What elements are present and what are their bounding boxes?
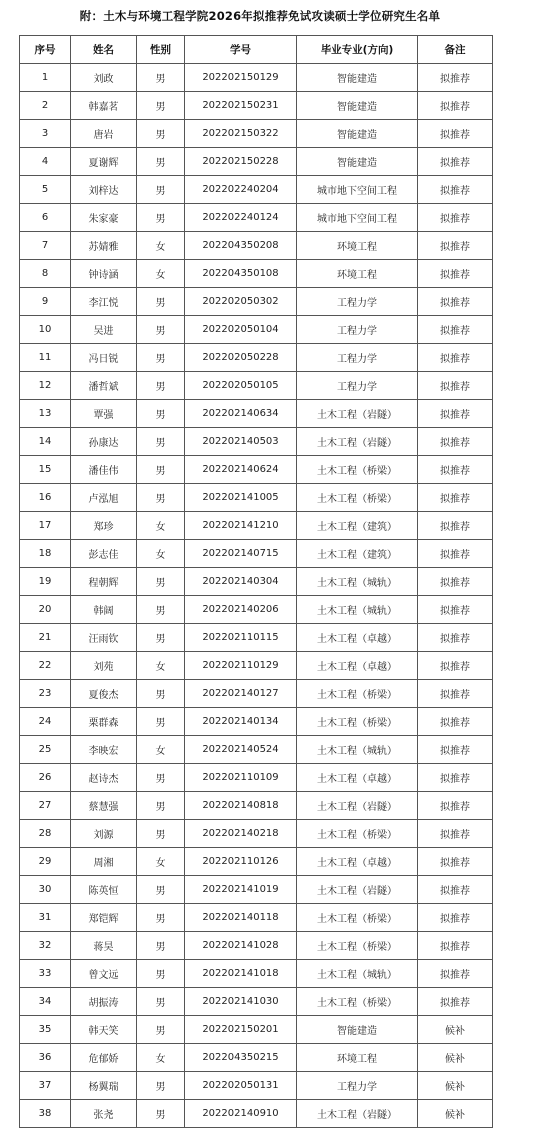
- cell-remark: 拟推荐: [418, 848, 493, 876]
- cell-index: 27: [20, 792, 71, 820]
- cell-student-id: 202202150201: [185, 1016, 297, 1044]
- cell-student-id: 202202140218: [185, 820, 297, 848]
- table-row: [20, 540, 493, 568]
- cell-student-id: 202204350108: [185, 260, 297, 288]
- cell-gender: 男: [137, 932, 185, 960]
- cell-gender: 男: [137, 344, 185, 372]
- cell-gender: 男: [137, 680, 185, 708]
- cell-student-id: 202202050104: [185, 316, 297, 344]
- cell-student-id: 202202050105: [185, 372, 297, 400]
- table-row: [20, 820, 493, 848]
- cell-gender: 女: [137, 512, 185, 540]
- cell-student-id: 202202150228: [185, 148, 297, 176]
- cell-gender: 男: [137, 92, 185, 120]
- cell-index: 25: [20, 736, 71, 764]
- cell-index: 23: [20, 680, 71, 708]
- cell-remark: 候补: [418, 1100, 493, 1128]
- cell-index: 30: [20, 876, 71, 904]
- cell-remark: 拟推荐: [418, 904, 493, 932]
- cell-name: 栗群森: [71, 708, 137, 736]
- cell-gender: 男: [137, 1072, 185, 1100]
- table-row: [20, 932, 493, 960]
- cell-index: 29: [20, 848, 71, 876]
- cell-major: 工程力学: [297, 344, 418, 372]
- cell-name: 潘佳伟: [71, 456, 137, 484]
- header-index: 序号: [20, 36, 71, 64]
- cell-name: 汪雨钦: [71, 624, 137, 652]
- cell-gender: 男: [137, 904, 185, 932]
- cell-index: 35: [20, 1016, 71, 1044]
- cell-name: 赵诗杰: [71, 764, 137, 792]
- cell-index: 36: [20, 1044, 71, 1072]
- cell-student-id: 202202150129: [185, 64, 297, 92]
- table-row: [20, 960, 493, 988]
- cell-major: 工程力学: [297, 372, 418, 400]
- cell-name: 韩嘉茗: [71, 92, 137, 120]
- cell-index: 26: [20, 764, 71, 792]
- cell-name: 覃强: [71, 400, 137, 428]
- cell-major: 智能建造: [297, 92, 418, 120]
- cell-name: 刘源: [71, 820, 137, 848]
- cell-student-id: 202202140206: [185, 596, 297, 624]
- cell-student-id: 202202150322: [185, 120, 297, 148]
- cell-name: 程朝辉: [71, 568, 137, 596]
- cell-index: 10: [20, 316, 71, 344]
- cell-name: 潘哲斌: [71, 372, 137, 400]
- cell-major: 土木工程（岩隧）: [297, 428, 418, 456]
- cell-remark: 拟推荐: [418, 820, 493, 848]
- cell-gender: 男: [137, 148, 185, 176]
- cell-name: 吴进: [71, 316, 137, 344]
- cell-remark: 拟推荐: [418, 456, 493, 484]
- cell-major: 土木工程（建筑）: [297, 512, 418, 540]
- cell-gender: 男: [137, 792, 185, 820]
- cell-remark: 候补: [418, 1016, 493, 1044]
- cell-index: 9: [20, 288, 71, 316]
- cell-name: 周湘: [71, 848, 137, 876]
- cell-name: 韩天笑: [71, 1016, 137, 1044]
- table-row: [20, 904, 493, 932]
- cell-student-id: 202202140624: [185, 456, 297, 484]
- cell-index: 33: [20, 960, 71, 988]
- cell-name: 曾文远: [71, 960, 137, 988]
- cell-remark: 拟推荐: [418, 708, 493, 736]
- table-row: [20, 988, 493, 1016]
- cell-gender: 女: [137, 1044, 185, 1072]
- table-row: [20, 204, 493, 232]
- cell-major: 智能建造: [297, 64, 418, 92]
- cell-student-id: 202202140910: [185, 1100, 297, 1128]
- table-row: [20, 1072, 493, 1100]
- cell-major: 土木工程（卓越）: [297, 652, 418, 680]
- table-row: [20, 400, 493, 428]
- table-row: [20, 512, 493, 540]
- cell-gender: 女: [137, 232, 185, 260]
- table-row: [20, 596, 493, 624]
- cell-remark: 拟推荐: [418, 512, 493, 540]
- table-row: [20, 624, 493, 652]
- cell-index: 11: [20, 344, 71, 372]
- cell-student-id: 202202150231: [185, 92, 297, 120]
- cell-major: 环境工程: [297, 260, 418, 288]
- table-row: [20, 176, 493, 204]
- cell-index: 18: [20, 540, 71, 568]
- cell-major: 智能建造: [297, 148, 418, 176]
- cell-remark: 候补: [418, 1072, 493, 1100]
- cell-name: 韩阔: [71, 596, 137, 624]
- cell-index: 28: [20, 820, 71, 848]
- cell-index: 19: [20, 568, 71, 596]
- cell-gender: 男: [137, 372, 185, 400]
- table-row: [20, 484, 493, 512]
- cell-student-id: 202202140818: [185, 792, 297, 820]
- cell-student-id: 202202140503: [185, 428, 297, 456]
- cell-remark: 拟推荐: [418, 92, 493, 120]
- header-student-id: 学号: [185, 36, 297, 64]
- cell-index: 3: [20, 120, 71, 148]
- table-row: [20, 288, 493, 316]
- cell-remark: 拟推荐: [418, 344, 493, 372]
- cell-remark: 拟推荐: [418, 680, 493, 708]
- document-title: 附：土木与环境工程学院2026年拟推荐免试攻读硕士学位研究生名单: [79, 9, 441, 23]
- table-row: [20, 232, 493, 260]
- cell-student-id: 202202110126: [185, 848, 297, 876]
- cell-name: 夏俊杰: [71, 680, 137, 708]
- table-row: [20, 848, 493, 876]
- cell-name: 钟诗涵: [71, 260, 137, 288]
- cell-gender: 女: [137, 540, 185, 568]
- table-row: [20, 316, 493, 344]
- cell-remark: 拟推荐: [418, 988, 493, 1016]
- cell-gender: 男: [137, 484, 185, 512]
- table-row: [20, 1016, 493, 1044]
- cell-remark: 拟推荐: [418, 764, 493, 792]
- table-row: [20, 708, 493, 736]
- cell-remark: 拟推荐: [418, 176, 493, 204]
- cell-remark: 拟推荐: [418, 652, 493, 680]
- cell-student-id: 202202140634: [185, 400, 297, 428]
- table-row: [20, 120, 493, 148]
- cell-index: 6: [20, 204, 71, 232]
- table-row: [20, 344, 493, 372]
- cell-name: 刘苑: [71, 652, 137, 680]
- table-header-row: [20, 36, 493, 64]
- cell-remark: 拟推荐: [418, 148, 493, 176]
- cell-major: 环境工程: [297, 1044, 418, 1072]
- table-row: [20, 148, 493, 176]
- candidate-table: [19, 35, 493, 1128]
- table-row: [20, 456, 493, 484]
- cell-major: 土木工程（桥梁）: [297, 820, 418, 848]
- cell-name: 彭志佳: [71, 540, 137, 568]
- cell-remark: 候补: [418, 1044, 493, 1072]
- table-row: [20, 372, 493, 400]
- cell-major: 土木工程（桥梁）: [297, 904, 418, 932]
- cell-major: 工程力学: [297, 316, 418, 344]
- cell-major: 土木工程（桥梁）: [297, 484, 418, 512]
- cell-remark: 拟推荐: [418, 540, 493, 568]
- cell-remark: 拟推荐: [418, 932, 493, 960]
- cell-name: 蔡慧强: [71, 792, 137, 820]
- cell-remark: 拟推荐: [418, 876, 493, 904]
- table-row: [20, 1044, 493, 1072]
- cell-gender: 男: [137, 288, 185, 316]
- header-major: 毕业专业(方向): [297, 36, 418, 64]
- header-name: 姓名: [71, 36, 137, 64]
- cell-name: 夏谢辉: [71, 148, 137, 176]
- cell-major: 环境工程: [297, 232, 418, 260]
- cell-gender: 男: [137, 204, 185, 232]
- table-row: [20, 764, 493, 792]
- cell-major: 土木工程（岩隧）: [297, 792, 418, 820]
- cell-gender: 男: [137, 876, 185, 904]
- cell-major: 土木工程（岩隧）: [297, 1100, 418, 1128]
- cell-student-id: 202202140715: [185, 540, 297, 568]
- table-row: [20, 260, 493, 288]
- table-row: [20, 92, 493, 120]
- cell-gender: 女: [137, 848, 185, 876]
- header-remark: 备注: [418, 36, 493, 64]
- cell-index: 24: [20, 708, 71, 736]
- cell-major: 智能建造: [297, 120, 418, 148]
- cell-student-id: 202202141019: [185, 876, 297, 904]
- cell-student-id: 202202110129: [185, 652, 297, 680]
- cell-index: 20: [20, 596, 71, 624]
- cell-student-id: 202202050228: [185, 344, 297, 372]
- cell-index: 17: [20, 512, 71, 540]
- cell-remark: 拟推荐: [418, 792, 493, 820]
- cell-major: 智能建造: [297, 1016, 418, 1044]
- cell-gender: 男: [137, 456, 185, 484]
- cell-gender: 男: [137, 596, 185, 624]
- cell-student-id: 202202141028: [185, 932, 297, 960]
- cell-student-id: 202202140118: [185, 904, 297, 932]
- cell-remark: 拟推荐: [418, 316, 493, 344]
- cell-index: 31: [20, 904, 71, 932]
- cell-gender: 女: [137, 652, 185, 680]
- cell-remark: 拟推荐: [418, 428, 493, 456]
- cell-index: 22: [20, 652, 71, 680]
- cell-name: 陈英恒: [71, 876, 137, 904]
- cell-index: 8: [20, 260, 71, 288]
- cell-gender: 男: [137, 316, 185, 344]
- cell-student-id: 202204350215: [185, 1044, 297, 1072]
- cell-student-id: 202202140304: [185, 568, 297, 596]
- cell-index: 4: [20, 148, 71, 176]
- cell-remark: 拟推荐: [418, 120, 493, 148]
- cell-student-id: 202202050302: [185, 288, 297, 316]
- cell-index: 15: [20, 456, 71, 484]
- cell-gender: 男: [137, 1100, 185, 1128]
- cell-name: 杨翼瑞: [71, 1072, 137, 1100]
- table-row: [20, 736, 493, 764]
- cell-gender: 男: [137, 120, 185, 148]
- table-row: [20, 876, 493, 904]
- table-body: [20, 64, 493, 1128]
- cell-major: 城市地下空间工程: [297, 176, 418, 204]
- cell-index: 1: [20, 64, 71, 92]
- cell-gender: 男: [137, 568, 185, 596]
- cell-remark: 拟推荐: [418, 484, 493, 512]
- cell-major: 城市地下空间工程: [297, 204, 418, 232]
- cell-index: 7: [20, 232, 71, 260]
- cell-remark: 拟推荐: [418, 960, 493, 988]
- cell-gender: 女: [137, 736, 185, 764]
- cell-name: 郑珍: [71, 512, 137, 540]
- cell-student-id: 202202240204: [185, 176, 297, 204]
- cell-name: 张尧: [71, 1100, 137, 1128]
- cell-index: 32: [20, 932, 71, 960]
- cell-name: 唐岩: [71, 120, 137, 148]
- cell-name: 胡振涛: [71, 988, 137, 1016]
- cell-remark: 拟推荐: [418, 64, 493, 92]
- cell-index: 21: [20, 624, 71, 652]
- cell-major: 土木工程（卓越）: [297, 764, 418, 792]
- cell-student-id: 202202141018: [185, 960, 297, 988]
- cell-index: 5: [20, 176, 71, 204]
- table-row: [20, 1100, 493, 1128]
- table-row: [20, 428, 493, 456]
- cell-name: 蒋昊: [71, 932, 137, 960]
- cell-name: 卢泓旭: [71, 484, 137, 512]
- cell-remark: 拟推荐: [418, 372, 493, 400]
- cell-student-id: 202202050131: [185, 1072, 297, 1100]
- cell-major: 工程力学: [297, 1072, 418, 1100]
- cell-student-id: 202202140134: [185, 708, 297, 736]
- cell-name: 苏婧雅: [71, 232, 137, 260]
- cell-remark: 拟推荐: [418, 736, 493, 764]
- cell-remark: 拟推荐: [418, 232, 493, 260]
- cell-major: 土木工程（卓越）: [297, 848, 418, 876]
- cell-major: 工程力学: [297, 288, 418, 316]
- cell-index: 12: [20, 372, 71, 400]
- cell-major: 土木工程（桥梁）: [297, 456, 418, 484]
- cell-remark: 拟推荐: [418, 400, 493, 428]
- cell-student-id: 202202140127: [185, 680, 297, 708]
- cell-major: 土木工程（桥梁）: [297, 680, 418, 708]
- cell-major: 土木工程（卓越）: [297, 624, 418, 652]
- cell-major: 土木工程（桥梁）: [297, 708, 418, 736]
- cell-gender: 男: [137, 400, 185, 428]
- cell-name: 李江悦: [71, 288, 137, 316]
- cell-gender: 男: [137, 960, 185, 988]
- table-row: [20, 64, 493, 92]
- cell-name: 危郁娇: [71, 1044, 137, 1072]
- cell-major: 土木工程（岩隧）: [297, 400, 418, 428]
- cell-remark: 拟推荐: [418, 204, 493, 232]
- cell-index: 14: [20, 428, 71, 456]
- cell-major: 土木工程（岩隧）: [297, 876, 418, 904]
- cell-major: 土木工程（建筑）: [297, 540, 418, 568]
- cell-major: 土木工程（城轨）: [297, 568, 418, 596]
- cell-name: 郑铠辉: [71, 904, 137, 932]
- cell-remark: 拟推荐: [418, 624, 493, 652]
- cell-major: 土木工程（城轨）: [297, 596, 418, 624]
- cell-major: 土木工程（桥梁）: [297, 988, 418, 1016]
- cell-name: 刘政: [71, 64, 137, 92]
- cell-gender: 男: [137, 820, 185, 848]
- cell-index: 37: [20, 1072, 71, 1100]
- table-row: [20, 792, 493, 820]
- cell-name: 冯日锐: [71, 344, 137, 372]
- cell-student-id: 202204350208: [185, 232, 297, 260]
- cell-index: 13: [20, 400, 71, 428]
- cell-student-id: 202202110109: [185, 764, 297, 792]
- cell-student-id: 202202140524: [185, 736, 297, 764]
- cell-student-id: 202202141005: [185, 484, 297, 512]
- cell-gender: 女: [137, 260, 185, 288]
- cell-gender: 男: [137, 988, 185, 1016]
- cell-remark: 拟推荐: [418, 288, 493, 316]
- cell-gender: 男: [137, 64, 185, 92]
- cell-remark: 拟推荐: [418, 260, 493, 288]
- cell-index: 38: [20, 1100, 71, 1128]
- header-gender: 性别: [137, 36, 185, 64]
- cell-name: 李映宏: [71, 736, 137, 764]
- cell-gender: 男: [137, 764, 185, 792]
- cell-index: 16: [20, 484, 71, 512]
- cell-student-id: 202202240124: [185, 204, 297, 232]
- cell-name: 孙康达: [71, 428, 137, 456]
- cell-remark: 拟推荐: [418, 568, 493, 596]
- cell-name: 朱家豪: [71, 204, 137, 232]
- cell-student-id: 202202141210: [185, 512, 297, 540]
- cell-index: 2: [20, 92, 71, 120]
- cell-gender: 男: [137, 428, 185, 456]
- table-row: [20, 568, 493, 596]
- table-row: [20, 680, 493, 708]
- cell-gender: 男: [137, 176, 185, 204]
- table-row: [20, 652, 493, 680]
- cell-student-id: 202202110115: [185, 624, 297, 652]
- cell-major: 土木工程（城轨）: [297, 736, 418, 764]
- cell-index: 34: [20, 988, 71, 1016]
- cell-gender: 男: [137, 1016, 185, 1044]
- cell-remark: 拟推荐: [418, 596, 493, 624]
- cell-student-id: 202202141030: [185, 988, 297, 1016]
- cell-major: 土木工程（城轨）: [297, 960, 418, 988]
- cell-major: 土木工程（桥梁）: [297, 932, 418, 960]
- cell-gender: 男: [137, 708, 185, 736]
- cell-name: 刘梓达: [71, 176, 137, 204]
- cell-gender: 男: [137, 624, 185, 652]
